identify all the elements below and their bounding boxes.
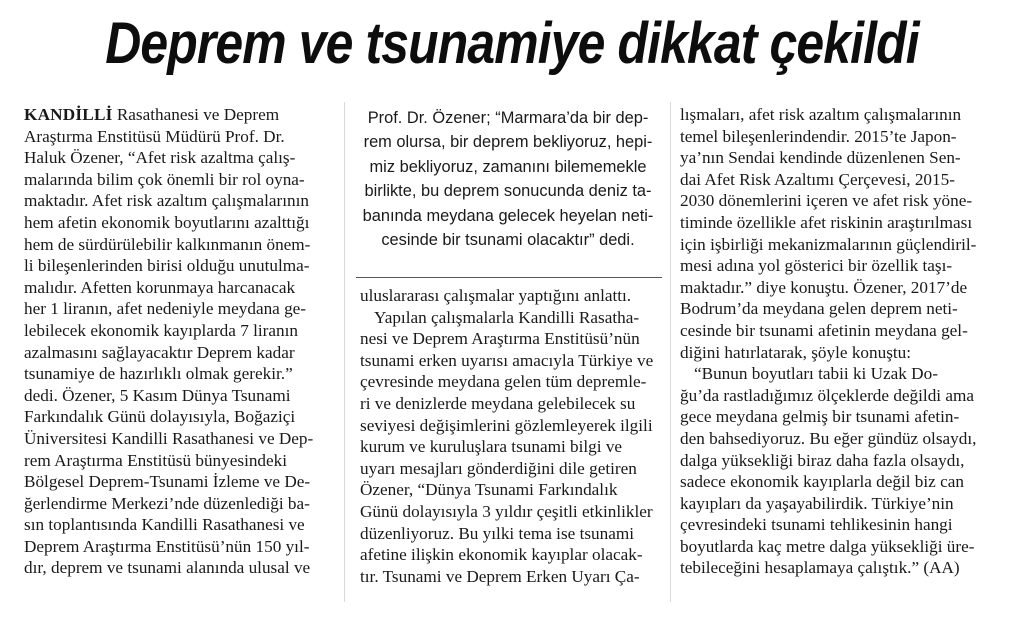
column-divider <box>670 102 671 602</box>
text-line: den bahsediyoruz. Bu eğer gündüz olsaydı, <box>680 428 977 448</box>
text-line: uluslararası çalışmalar yaptığını anlattı. <box>360 286 632 305</box>
text-line: nesi ve Deprem Araştırma Enstitüsü’nün <box>360 329 640 349</box>
text-line: lebilecek ekonomik kayıplarda 7 liranın <box>24 320 298 340</box>
text-line: maktadır.” diye konuştu. Özener, 2017’de <box>680 277 968 297</box>
text-line: ya’nın Sendai kendinde düzenlenen Sen- <box>680 148 961 168</box>
text-line: dır, deprem ve tsunami alanında ulusal ve <box>24 558 311 578</box>
lead-word: KANDİLLİ <box>24 105 113 124</box>
text-line: temel bileşenlerindendir. 2015’te Japon- <box>680 126 957 146</box>
pull-quote-line: miz bekliyoruz, zamanını bilememekle <box>369 157 647 176</box>
pull-quote <box>352 106 664 284</box>
text-line: afetine ilişkin ekonomik kayıplar olacak- <box>360 545 643 565</box>
text-line: tır. Tsunami ve Deprem Erken Uyarı Ça- <box>360 566 640 586</box>
text-line: cesinde bir tsunami afetinin meydana gel- <box>680 320 968 340</box>
text-line: sadece ekonomik kayıplarla değil biz can <box>680 472 964 492</box>
text-line: tsunami erken uyarısı amacıyla Türkiye ve <box>360 350 654 370</box>
text-line: ri ve denizlerde meydana gelebilecek su <box>360 393 636 413</box>
text-line: ğerlendirme Merkezi’nde düzenlediği ba- <box>24 493 310 513</box>
pull-quote-line: birlikte, bu deprem sonucunda deniz ta- <box>364 182 652 201</box>
text-line: diğini hatırlatarak, şöyle konuştu: <box>680 342 912 362</box>
text-line: hem afetin ekonomik boyutlarını azalttığı <box>24 212 310 232</box>
text-line: çevresindeki tsunami tehlikesinin hangi <box>680 515 953 535</box>
text-line: mesi adına yol gösterici bir özellik taşı- <box>680 256 953 276</box>
pull-quote-line: rem olursa, bir deprem bekliyoruz, hepi- <box>363 133 653 152</box>
text-line: Araştırma Enstitüsü Müdürü Prof. Dr. <box>24 126 285 146</box>
text-line: maktadır. Afet risk azaltım çalışmalarının <box>24 191 309 211</box>
headline: Deprem ve tsunamiye dikkat çekildi <box>105 11 919 76</box>
text-line: hem de sürdürülebilir kalkınmanın önem- <box>24 234 311 254</box>
text-line: Bodrum’da meydana gelen deprem neti- <box>680 299 958 319</box>
text-line: malarında bilim çok önemli bir rol oyna- <box>24 169 305 189</box>
text-line: Farkındalık Günü dolayısıyla, Boğaziçi <box>24 407 296 427</box>
text-line: için işbirliği mekanizmalarının güçlendiril- <box>680 234 977 254</box>
text-line: boyutlarda kaç metre dalga yüksekliği üre- <box>680 536 975 556</box>
text-line: kayıpları da yaşayabilirdik. Türkiye’nin <box>680 493 954 513</box>
text-line: “Bunun boyutları tabii ki Uzak Do- <box>694 364 938 384</box>
article-column-1 <box>24 104 336 579</box>
text-line: Özener, “Dünya Tsunami Farkındalık <box>360 480 618 500</box>
text-line: azalmasını sağlayacaktır Deprem kadar <box>24 342 295 362</box>
column-divider <box>344 102 345 602</box>
text-line: timinde özellikle afet riskinin araştırılması <box>680 212 973 232</box>
text-line: tsunamiye de hazırlıklı olmak gerekir.” <box>24 364 293 384</box>
text-line: dai Afet Risk Azaltımı Çerçevesi, 2015- <box>680 169 955 189</box>
pull-quote-divider <box>356 277 662 278</box>
pull-quote-line: Prof. Dr. Özener; “Marmara’da bir dep- <box>367 109 649 127</box>
text-line: Haluk Özener, “Afet risk azaltma çalış- <box>24 148 296 168</box>
text-line: ğu’da rastladığımız ölçeklerde değildi ama <box>680 385 974 405</box>
text-line: li bileşenlerinden birisi olduğu unutulma- <box>24 256 310 276</box>
text-line: Bölgesel Deprem-Tsunami İzleme ve De- <box>24 472 311 492</box>
pull-quote-line: cesinde bir tsunami olacaktır” dedi. <box>381 231 635 250</box>
text-line: Yapılan çalışmalarla Kandilli Rasatha- <box>374 307 640 327</box>
text-line: gece meydana gelmiş bir tsunami afetin- <box>680 407 960 427</box>
text-line: tebileceğini hesaplamaya çalıştık.” (AA) <box>680 558 960 578</box>
text-line: dalga yüksekliği biraz daha fazla olsaydı, <box>680 450 965 470</box>
text-line: sın toplantısında Kandilli Rasathanesi ve <box>24 515 305 535</box>
text-line: her 1 liranın, afet nedeniyle meydana ge- <box>24 299 307 319</box>
text-line: malıdır. Afetten korunmaya harcanacak <box>24 277 296 297</box>
text-line: uyarı mesajları gönderdiğini dile getiren <box>360 458 637 478</box>
pull-quote-line: banında meydana gelecek heyelan neti- <box>362 206 654 225</box>
text-line: Deprem Araştırma Enstitüsü’nün 150 yıl- <box>24 536 310 556</box>
text-line: Günü dolayısıyla 3 yıldır çeşitli etkinlikler <box>360 501 653 521</box>
text-line: 2030 dönemlerini içeren ve afet risk yöne- <box>680 191 973 211</box>
text-line: Üniversitesi Kandilli Rasathanesi ve Dep- <box>24 428 314 448</box>
article-column-3 <box>680 104 1002 579</box>
text-line: dedi. Özener, 5 Kasım Dünya Tsunami <box>24 385 291 405</box>
text-line: KANDİLLİ Rasathanesi ve Deprem <box>24 105 280 124</box>
text-line: lışmaları, afet risk azaltım çalışmalarının <box>680 105 962 124</box>
text-line: çevresinde meydana gelen tüm depremle- <box>360 372 647 392</box>
text-line: kurum ve kuruluşlara tsunami bilgi ve <box>360 437 623 457</box>
text-line: düzenliyoruz. Bu yılki tema ise tsunami <box>360 523 634 543</box>
text-line: rem Araştırma Enstitüsü bünyesindeki <box>24 450 288 470</box>
article-column-2 <box>360 285 662 587</box>
text-line: seviyesi değişimlerini gözlemleyerek ilgili <box>360 415 653 435</box>
